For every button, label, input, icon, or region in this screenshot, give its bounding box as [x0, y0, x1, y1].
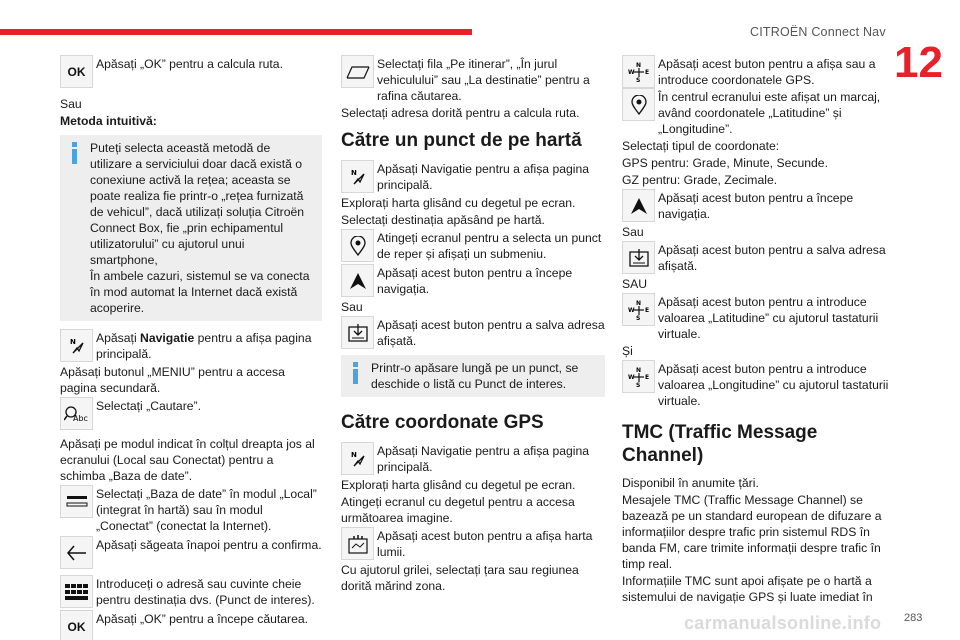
tmc-text: Informațiile TMC sunt apoi afișate pe o hartă a sistemului de navigație GPS și luate imediat în — [622, 574, 873, 604]
menu-text: Apăsați butonul „MENIU” pentru a accesa pagina secundară. — [60, 365, 285, 395]
keyboard-icon — [60, 575, 93, 608]
tab-icon — [341, 55, 374, 88]
step-text: Apăsați Navigatie pentru a afișa pagina principală. — [377, 444, 590, 474]
svg-text:E: E — [644, 373, 649, 381]
tmc-text: Mesajele TMC (Traffic Message Channel) se bazează pe un standard european de difuzare a informațiilor despre trafic prin sistemul RDS în banda FM, care trimite informații despre trafic în timp real. — [622, 493, 882, 571]
step-longitude — [622, 360, 890, 409]
step-save — [341, 316, 605, 349]
svg-text:W: W — [627, 68, 635, 76]
subheading-intuitive: Metoda intuitivă: — [60, 114, 157, 128]
step-tab — [341, 55, 605, 104]
navigation-icon — [341, 442, 374, 475]
step-text: Selectați „Baza de date” în modul „Local” (integrat în hartă) sau în modul „Conectat” (conectat la Internet). — [96, 487, 317, 533]
watermark: carmanualsonline.info — [684, 613, 882, 633]
svg-text:N: N — [350, 168, 357, 177]
pin-icon — [341, 229, 374, 262]
select-text: Selectați adresa dorită pentru a calcula ruta. — [341, 106, 580, 120]
step-text: Apăsați Navigatie pentru a afișa pagina principală. — [377, 162, 590, 192]
step-latitude — [622, 293, 890, 342]
step-marker — [622, 88, 890, 137]
step-text: Apăsați acest buton pentru a începe navigația. — [658, 191, 854, 221]
database-icon — [60, 485, 93, 518]
step-text: Apăsați acest buton pentru a introduce valoarea „Longitudine” cu ajutorul tastaturii virtuale. — [658, 362, 889, 408]
info-box — [341, 355, 605, 397]
gps-compass-icon — [622, 360, 655, 393]
and-text: Și — [622, 344, 633, 358]
step-navigation — [341, 160, 605, 193]
gps-compass-icon — [622, 293, 655, 326]
column-1 — [60, 55, 322, 640]
svg-text:N: N — [69, 337, 76, 346]
step-start — [622, 189, 890, 222]
or-text: Sau — [622, 225, 644, 239]
header-accent-bar — [0, 29, 472, 35]
save-icon — [622, 241, 655, 274]
svg-text:E: E — [644, 68, 649, 76]
dms-text: GPS pentru: Grade, Minute, Secunde. — [622, 156, 828, 170]
svg-text:E: E — [644, 306, 649, 314]
gz-text: GZ pentru: Grade, Zecimale. — [622, 173, 778, 187]
mode-text: Apăsați pe modul indicat în colțul dreapta jos al ecranului (Local sau Conectat) pentru a schimba „Baza de date”. — [60, 437, 315, 483]
svg-text:W: W — [627, 306, 635, 314]
header-title: CITROËN Connect Nav — [750, 25, 886, 39]
info-icon — [66, 140, 82, 316]
page-number: 283 — [904, 612, 923, 624]
explore-text: Explorați harta glisând cu degetul pe ecran. — [341, 196, 576, 210]
step-text: Apăsați săgeata înapoi pentru a confirma. — [96, 538, 322, 552]
search-abc-icon — [60, 397, 93, 430]
step-enter — [60, 575, 322, 608]
back-arrow-icon — [60, 536, 93, 569]
step-text: Apăsați Navigatie pentru a afișa pagina principală. — [96, 331, 312, 361]
step-touch — [341, 229, 605, 262]
svg-text:S: S — [635, 381, 640, 388]
svg-text:W: W — [627, 373, 635, 381]
step-text: Apăsați acest buton pentru a începe navigația. — [377, 266, 573, 296]
step-text: Apăsați acest buton pentru a salva adresa afișată. — [658, 243, 886, 273]
step-text: Apăsați acest buton pentru a introduce valoarea „Latitudine” cu ajutorul tastaturii virtuale. — [658, 295, 879, 341]
ok-icon: OK — [60, 55, 93, 88]
heading-gps: Către coordonate GPS — [341, 412, 544, 433]
pin-icon — [622, 88, 655, 121]
step-text: Apăsați „OK” pentru a calcula ruta. — [96, 57, 283, 71]
step-text: Selectați fila „Pe itinerar”, „În jurul vehiculului” sau „La destinatie” pentru a rafina căutarea. — [377, 57, 590, 103]
step-back — [60, 536, 322, 569]
step-map — [341, 527, 605, 560]
country-text: Cu ajutorul grilei, selectați țara sau regiunea dorită mărind zona. — [341, 563, 579, 593]
or-text: SAU — [622, 277, 648, 291]
select-destination-text: Selectați destinația apăsând pe hartă. — [341, 213, 545, 227]
svg-text:Abc: Abc — [72, 413, 88, 423]
step-search — [60, 397, 322, 430]
gps-compass-icon — [622, 55, 655, 88]
step-start — [341, 264, 605, 297]
ok-icon: OK — [60, 610, 93, 640]
svg-text:N: N — [635, 366, 641, 374]
explore-text: Explorați harta glisând cu degetul pe ecran. — [341, 478, 576, 492]
step-coords — [622, 55, 890, 88]
step-text: Apăsați „OK” pentru a începe căutarea. — [96, 612, 309, 626]
column-3 — [622, 55, 890, 606]
chapter-number: 12 — [894, 38, 943, 87]
step-ok-route — [60, 55, 322, 88]
info-text: Puteți selecta această metodă de utilizare a serviciului doar dacă există o conexiune activă la rețea; aceasta se poate realiza fie printr-o „rețea furnizată de vehicul”, dacă utilizați soluția Citroën Connect Box, fie „prin echipamentul utilizatorului” cu ajutorul unui smartphone, — [90, 141, 305, 267]
start-navigation-icon — [622, 189, 655, 222]
or-text: Sau — [60, 97, 82, 111]
navigation-icon — [341, 160, 374, 193]
step-text: Atingeți ecranul pentru a selecta un punct de reper și afișați un submeniu. — [377, 231, 602, 261]
svg-text:N: N — [635, 299, 641, 307]
step-database — [60, 485, 322, 534]
start-navigation-icon — [341, 264, 374, 297]
svg-text:N: N — [635, 61, 641, 69]
type-text: Selectați tipul de coordonate: — [622, 139, 780, 153]
svg-text:N: N — [350, 450, 357, 459]
map-icon — [341, 527, 374, 560]
svg-text:S: S — [635, 314, 640, 321]
info-icon — [347, 360, 363, 392]
or-text: Sau — [341, 300, 363, 314]
step-text: Apăsați acest buton pentru a afișa sau a introduce coordonatele GPS. — [658, 57, 876, 87]
svg-text:S: S — [635, 76, 640, 83]
step-text: Apăsați acest buton pentru a afișa harta lumii. — [377, 529, 593, 559]
save-icon — [341, 316, 374, 349]
availability-text: Disponibil în anumite țări. — [622, 476, 759, 490]
step-navigation — [60, 329, 322, 362]
step-navigation — [341, 442, 605, 475]
step-text: Apăsați acest buton pentru a salva adresa afișată. — [377, 318, 605, 348]
info-text: Printr-o apăsare lungă pe un punct, se deschide o listă cu Punct de interes. — [371, 361, 579, 391]
heading-tmc: TMC (Traffic Message Channel) — [622, 422, 818, 466]
column-2 — [341, 55, 605, 595]
navigation-icon — [60, 329, 93, 362]
step-ok-search — [60, 610, 322, 640]
step-save — [622, 241, 890, 274]
step-text: În centrul ecranului este afișat un marcaj, având coordonatele „Latitudine” și „Longitudine”. — [658, 90, 881, 136]
step-text: Introduceți o adresă sau cuvinte cheie pentru destinația dvs. (Punct de interes). — [96, 577, 315, 607]
info-box — [60, 135, 322, 321]
heading-map-point: Către un punct de pe hartă — [341, 130, 582, 151]
touch-text: Atingeți ecranul cu degetul pentru a accesa următoarea imagine. — [341, 495, 575, 525]
info-text: În ambele cazuri, sistemul se va conecta în mod automat la Internet dacă există acoperire. — [90, 269, 310, 315]
step-text: Selectați „Cautare”. — [96, 399, 201, 413]
